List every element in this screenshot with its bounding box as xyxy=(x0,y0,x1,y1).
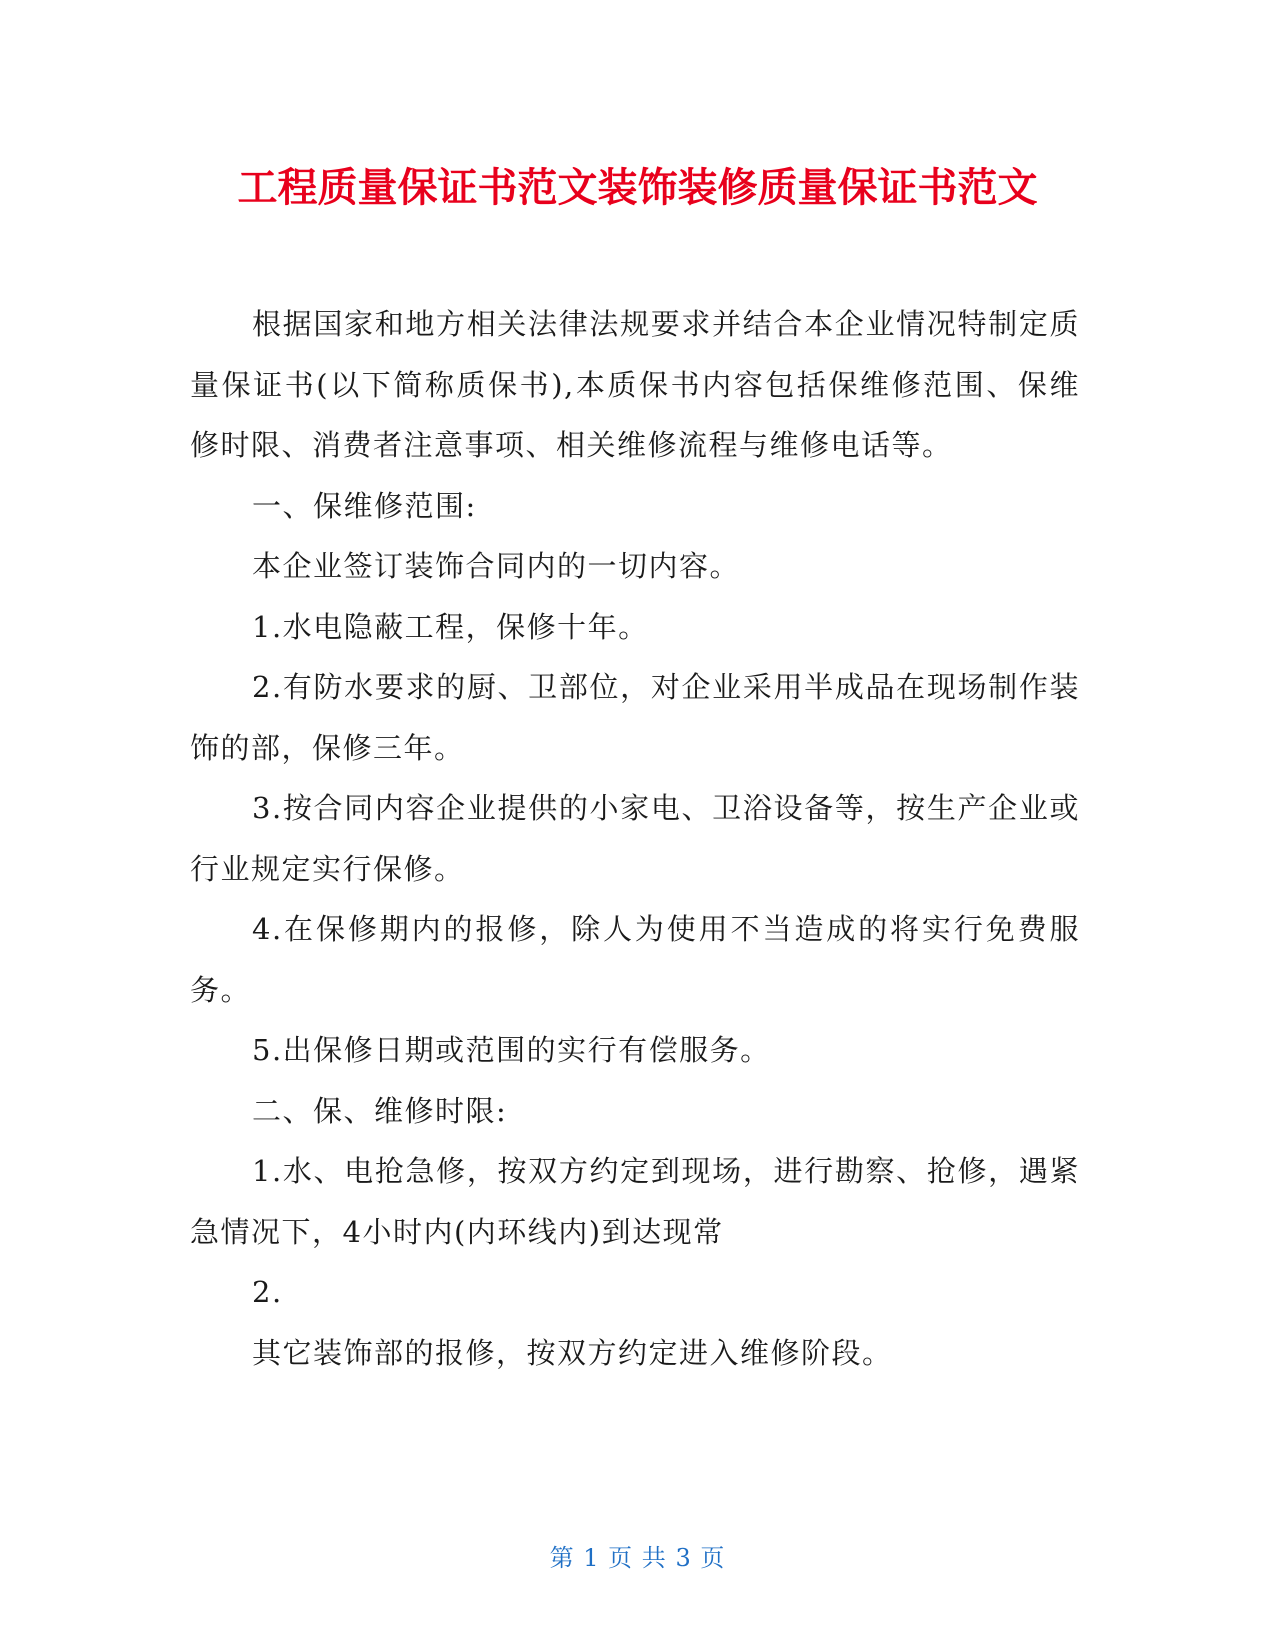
document-title: 工程质量保证书范文装饰装修质量保证书范文 xyxy=(237,165,1038,211)
list-item-time-2-text: 其它装饰部的报修，按双方约定进入维修阶段。 xyxy=(252,1335,893,1370)
list-item-scope-5: 5.出保修日期或范围的实行有偿服务。 xyxy=(252,1033,771,1067)
list-item-scope-3: 3.按合同内容企业提供的小家电、卫浴设备等，按生产企业或行业规定实行保修。 xyxy=(190,791,1080,886)
document-body xyxy=(190,294,1080,1383)
paragraph-scope: 本企业签订装饰合同内的一切内容。 xyxy=(252,549,741,583)
list-item-time-1: 1.水、电抢急修，按双方约定到现场，进行勘察、抢修，遇紧急情况下，4小时内(内环线内)到达现常 xyxy=(190,1154,1080,1249)
page-number-footer: 第 1 页 共 3 页 xyxy=(549,1544,726,1572)
list-item-scope-4: 4.在保修期内的报修，除人为使用不当造成的将实行免费服务。 xyxy=(190,912,1080,1007)
section-heading-time-limit: 二、保、维修时限: xyxy=(252,1093,508,1128)
list-item-scope-1: 1.水电隐蔽工程，保修十年。 xyxy=(252,609,649,644)
paragraph-intro: 根据国家和地方相关法律法规要求并结合本企业情况特制定质量保证书(以下简称质保书),本质保书内容包括保维修范围、保维修时限、消费者注意事项、相关维修流程与维修电话等。 xyxy=(190,307,1080,462)
section-heading-scope: 一、保维修范围: xyxy=(252,488,477,523)
list-item-time-2-number: 2. xyxy=(252,1275,283,1309)
list-item-scope-2: 2.有防水要求的厨、卫部位，对企业采用半成品在现场制作装饰的部，保修三年。 xyxy=(190,670,1080,765)
